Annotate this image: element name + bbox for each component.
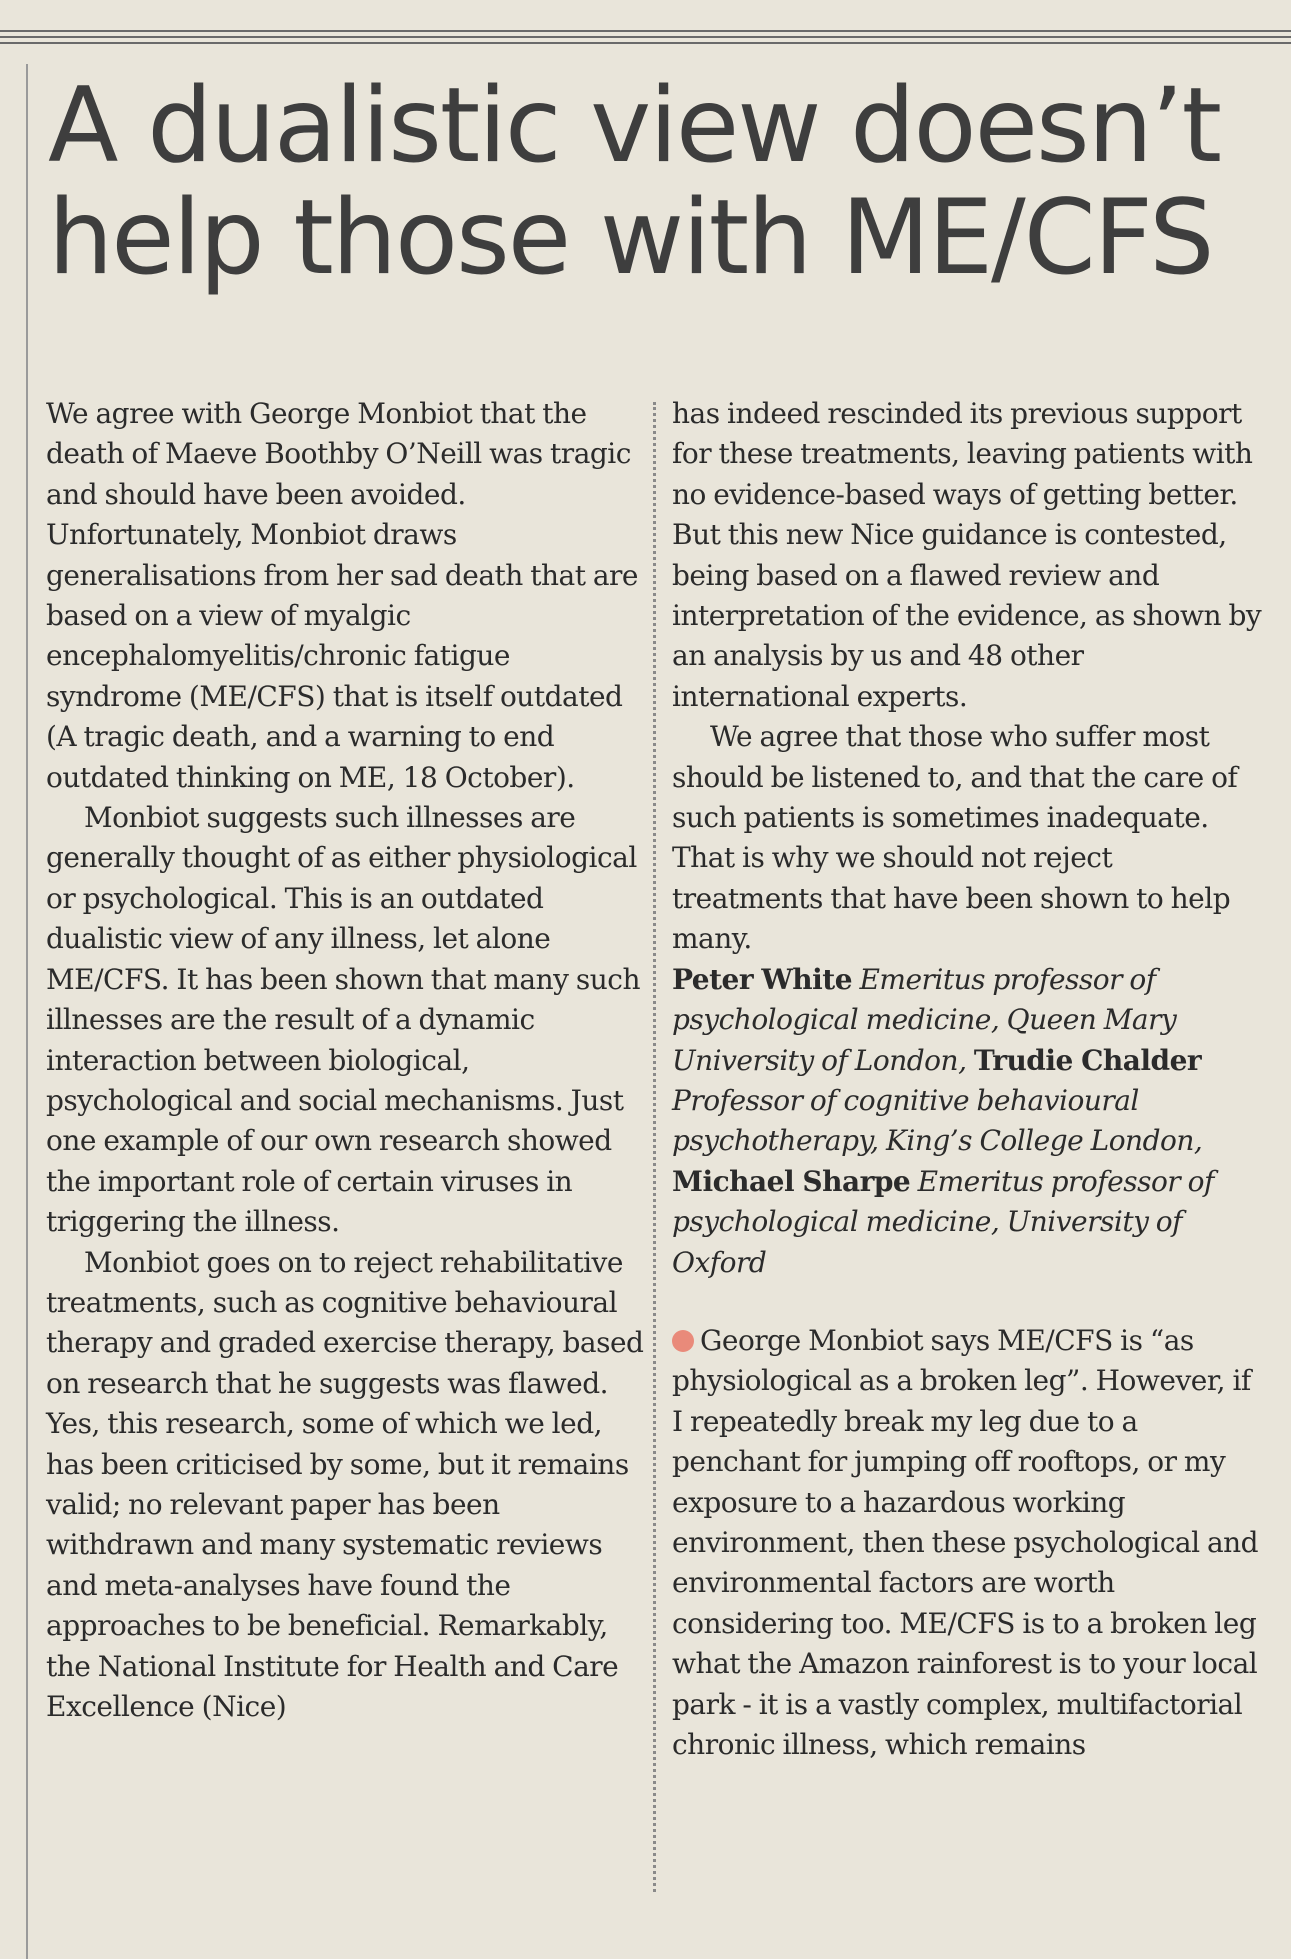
signatory-name: Peter White (672, 962, 853, 996)
column-divider (653, 402, 656, 1892)
paragraph: Monbiot suggests such illnesses are generally thought of as either physiological or psychological. This is an outdated dualistic view of any illness, let alone ME/CFS. It has been shown that many such illnesses are the result of a dynamic interaction between biological, psychological and social mechanisms. Just one example of our own research showed the important role of certain viruses in triggering the illness. (46, 801, 640, 1239)
spacer (672, 1283, 1262, 1321)
headline-line-1: A dualistic view doesn’t (48, 66, 1221, 186)
paragraph-text: George Monbiot says ME/CFS is “as physiological as a broken leg”. However, if I repeatedly break my leg due to a penchant for jumping off rooftops, or my exposure to a hazardous working environment, then these psychological and environmental factors are worth considering too. ME/CFS is to a broken leg what the Amazon rainforest is to your local park - it is a vastly complex, multifactorial chronic illness, which remains (672, 1323, 1259, 1761)
headline (48, 66, 1278, 298)
top-rule (0, 36, 1291, 38)
signatory-role: Emeritus professor of psychological medicine, Queen Mary University of London, (672, 962, 1177, 1077)
left-rule (26, 64, 28, 1959)
left-column (46, 394, 646, 1727)
signatory-role: Emeritus professor of psychological medicine, University of Oxford (672, 1164, 1214, 1279)
paragraph: has indeed rescinded its previous support for these treatments, leaving patients with no evidence-based ways of getting better. But this new Nice guidance is contested, being based on a flawed review and interpretation of the evidence, as shown by an analysis by us and 48 other international experts. (672, 397, 1262, 713)
top-rule (0, 42, 1291, 44)
paragraph: We agree that those who suffer most should be listened to, and that the care of such patients is sometimes inadequate. That is why we should not reject treatments that have been shown to help many. (672, 720, 1238, 956)
top-rule (0, 30, 1291, 32)
headline-line-2: help those with ME/CFS (48, 178, 1213, 298)
right-column (672, 394, 1262, 1765)
signatory-name: Trudie Chalder (973, 1043, 1202, 1077)
letter-paragraph (672, 1321, 1262, 1765)
signatory-role: Professor of cognitive behavioural psychotherapy, King’s College London, (672, 1083, 1203, 1158)
bullet-icon (672, 1330, 694, 1352)
paragraph: Monbiot goes on to reject rehabilitative treatments, such as cognitive behavioural therapy and graded exercise therapy, based on research that he suggests was flawed. Yes, this research, some of which we led, has been criticised by some, but it remains valid; no relevant paper has been withdrawn and many systematic reviews and meta-analyses have found the approaches to be beneficial. Remarkably, the National Institute for Health and Care Excellence (Nice) (46, 1245, 644, 1723)
paragraph: We agree with George Monbiot that the death of Maeve Boothby O’Neill was tragic and should have been avoided. Unfortunately, Monbiot draws generalisations from her sad death that are based on a view of myalgic encephalomyelitis/chronic fatigue syndrome (ME/CFS) that is itself outdated (A tragic death, and a warning to end outdated thinking on ME, 18 October). (46, 397, 638, 794)
signature-block (672, 960, 1262, 1283)
signatory-name: Michael Sharpe (672, 1164, 911, 1198)
